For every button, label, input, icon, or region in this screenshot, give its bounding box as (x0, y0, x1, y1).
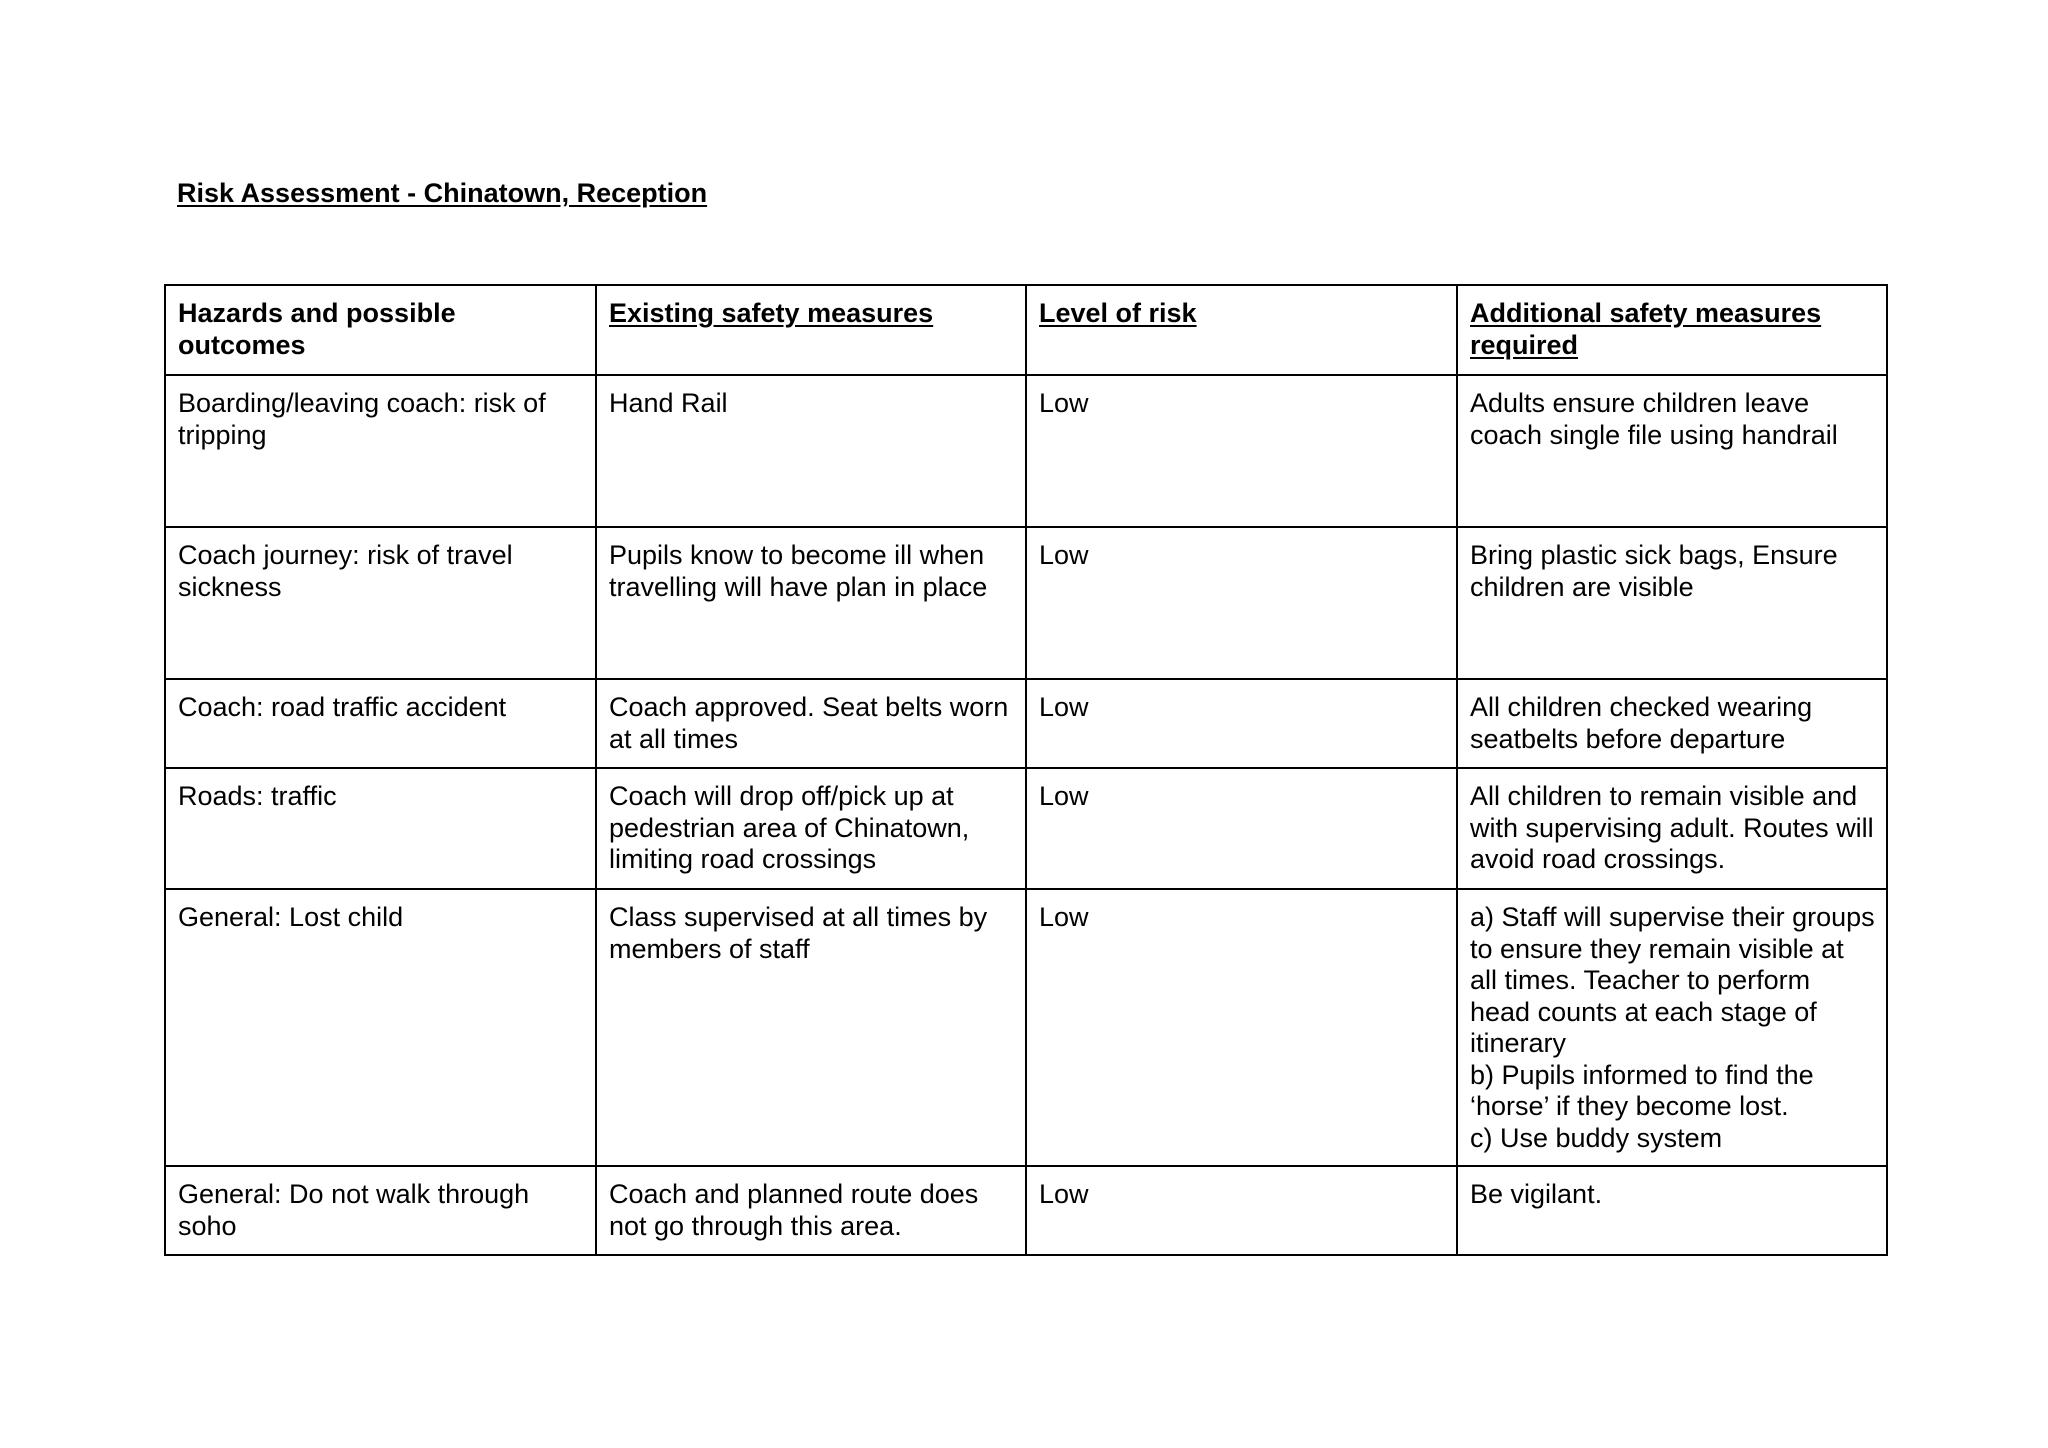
risk-level-cell: Low (1026, 527, 1457, 679)
additional-measures-cell: Adults ensure children leave coach single file using handrail (1457, 375, 1887, 527)
risk-level-cell: Low (1026, 679, 1457, 768)
table-row (165, 679, 1887, 768)
header-existing-measures: Existing safety measures (596, 285, 1026, 375)
table-row (165, 889, 1887, 1166)
risk-level-cell: Low (1026, 768, 1457, 889)
table-row (165, 1166, 1887, 1255)
risk-level-cell: Low (1026, 889, 1457, 1166)
additional-measures-cell: a) Staff will supervise their groups to ensure they remain visible at all times. Teacher to perform head counts at each stage of itinerary b) Pupils informed to find the ‘horse’ if they become lost. c) Use buddy system (1457, 889, 1887, 1166)
additional-measures-cell: Be vigilant. (1457, 1166, 1887, 1255)
table-header-row (165, 285, 1887, 375)
hazard-cell: General: Lost child (165, 889, 596, 1166)
table-row (165, 375, 1887, 527)
additional-measures-cell: All children checked wearing seatbelts before departure (1457, 679, 1887, 768)
header-level-of-risk: Level of risk (1026, 285, 1457, 375)
existing-measures-cell: Hand Rail (596, 375, 1026, 527)
table-row (165, 527, 1887, 679)
existing-measures-cell: Class supervised at all times by members of staff (596, 889, 1026, 1166)
additional-measures-cell: Bring plastic sick bags, Ensure children are visible (1457, 527, 1887, 679)
risk-assessment-table (164, 284, 1888, 1256)
additional-measures-cell: All children to remain visible and with supervising adult. Routes will avoid road crossings. (1457, 768, 1887, 889)
existing-measures-cell: Coach will drop off/pick up at pedestrian area of Chinatown, limiting road crossings (596, 768, 1026, 889)
hazard-cell: General: Do not walk through soho (165, 1166, 596, 1255)
risk-level-cell: Low (1026, 375, 1457, 527)
existing-measures-cell: Pupils know to become ill when travelling will have plan in place (596, 527, 1026, 679)
hazard-cell: Coach journey: risk of travel sickness (165, 527, 596, 679)
header-additional-measures: Additional safety measures required (1457, 285, 1887, 375)
table-row (165, 768, 1887, 889)
hazard-cell: Boarding/leaving coach: risk of tripping (165, 375, 596, 527)
risk-level-cell: Low (1026, 1166, 1457, 1255)
page-title: Risk Assessment - Chinatown, Reception (177, 178, 708, 208)
existing-measures-cell: Coach approved. Seat belts worn at all times (596, 679, 1026, 768)
existing-measures-cell: Coach and planned route does not go through this area. (596, 1166, 1026, 1255)
hazard-cell: Coach: road traffic accident (165, 679, 596, 768)
header-hazards: Hazards and possible outcomes (165, 285, 596, 375)
hazard-cell: Roads: traffic (165, 768, 596, 889)
